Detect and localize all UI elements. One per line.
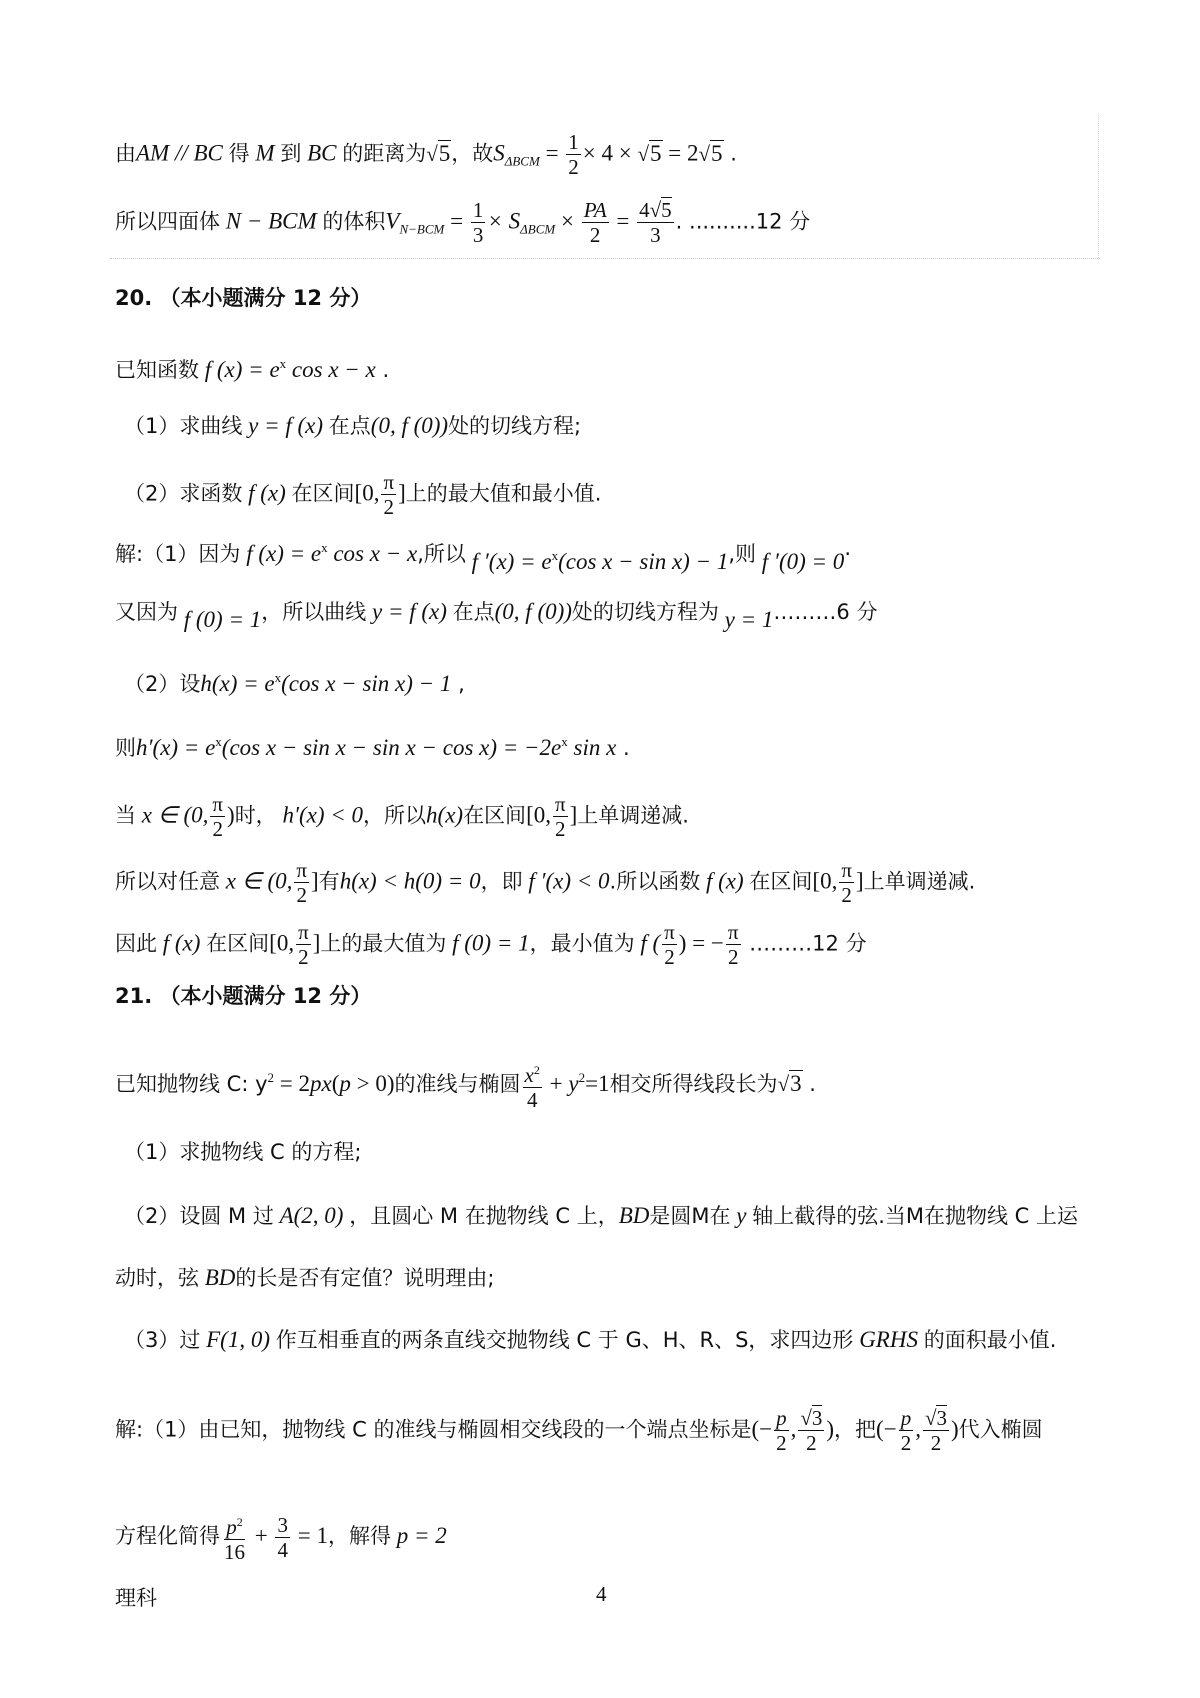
question-20-solution-5: [115, 792, 1110, 841]
text: 上单调递减.: [577, 803, 689, 828]
math: (−: [751, 1416, 773, 1442]
fraction: $\frac{\pi}{2}$: [664, 920, 675, 969]
text: 所以对任意: [115, 869, 220, 894]
math: ×: [555, 208, 580, 234]
question-21-part-2: [124, 1202, 1110, 1230]
question-21-part-3: [124, 1326, 1110, 1354]
sqrt: √3: [777, 1071, 802, 1096]
math: h′(x) < 0: [276, 802, 364, 828]
math: (−: [876, 1416, 897, 1442]
question-20-solution-2: [115, 598, 1110, 632]
sqrt: √5: [637, 140, 662, 166]
text: ，且圆心 M 在抛物线 C 上，: [349, 1204, 619, 1228]
math: BD: [618, 1203, 650, 1228]
text: 动时，弦: [115, 1266, 199, 1290]
solution-line-volume: [115, 198, 1110, 247]
section-divider: [110, 258, 1100, 259]
math: ]: [569, 802, 578, 828]
math: cos x − x: [286, 357, 376, 382]
math: ,: [790, 1416, 797, 1442]
math: ]: [311, 868, 319, 894]
math: ): [227, 802, 235, 828]
question-20-solution-1: [115, 534, 1110, 574]
subscript: ΔBCM: [520, 221, 556, 237]
footer-page-number: 4: [596, 1582, 607, 1606]
math: f (x): [700, 868, 750, 894]
text: ，所以曲线: [261, 600, 367, 624]
text: 解:（1）因为: [115, 542, 241, 566]
fraction: $\frac{1}{3}$: [472, 198, 484, 247]
fraction: $\frac{√3}{2}$: [800, 1406, 823, 1455]
math: f ′(0) = 0: [756, 549, 845, 574]
text: 处的切线方程为: [571, 600, 719, 624]
math: (0, f (0)): [494, 599, 572, 624]
text: 因此: [115, 931, 157, 956]
math: = 2: [274, 1071, 311, 1096]
text: 解:（1）由已知，抛物线 C 的准线与椭圆相交线段的一个端点坐标是: [115, 1417, 752, 1442]
question-20-heading: 20. （本小题满分 12 分）: [115, 286, 372, 310]
math: +: [543, 1071, 569, 1096]
text: （3）过: [124, 1328, 201, 1352]
math: f (0) = 1: [178, 607, 262, 632]
question-21-solution-2: [115, 1510, 1110, 1564]
math: (0, f (0)): [370, 413, 449, 438]
text: ·: [844, 542, 851, 566]
text: 的准线与椭圆: [394, 1072, 521, 1096]
question-21-part-2-cont: [115, 1264, 1110, 1292]
text: ，即: [480, 869, 523, 894]
text: 在区间: [291, 481, 355, 506]
math: =: [610, 208, 636, 234]
text: ，所以: [363, 803, 427, 828]
superscript: x: [551, 548, 559, 563]
text: 相交所得线段长为: [609, 1072, 778, 1096]
math: y: [730, 1203, 753, 1228]
superscript: x: [561, 734, 568, 749]
math: cos x − x: [327, 541, 418, 566]
question-20-part-1: [124, 412, 1110, 440]
math: =: [444, 208, 469, 234]
text: （2）求函数: [124, 481, 243, 506]
sqrt: √5: [698, 140, 723, 166]
text: ………12 分: [742, 931, 867, 956]
math: (cos x − sin x − sin x − cos x) = −2e: [221, 735, 562, 760]
text: ，把: [834, 1417, 877, 1442]
text: 有: [318, 869, 340, 894]
text: .: [802, 1072, 816, 1096]
question-21-stem: [115, 1058, 1110, 1112]
text: 所以四面体: [115, 209, 220, 234]
question-20-solution-6: [115, 858, 1110, 907]
text: 已知函数: [115, 358, 199, 382]
math: A(2, 0): [273, 1203, 350, 1228]
math: p: [339, 1071, 351, 1096]
text: （1）求曲线: [124, 414, 243, 438]
subscript: ΔBCM: [504, 153, 540, 169]
math: S: [493, 140, 505, 166]
fraction: $\frac{\pi}{2}$: [298, 920, 309, 969]
text: . ..........12 分: [675, 209, 811, 234]
math: ]: [312, 930, 321, 956]
text: 的面积最小值.: [923, 1328, 1057, 1352]
superscript: x: [321, 540, 328, 555]
text: 由: [115, 141, 136, 166]
text: 在点: [452, 600, 495, 624]
text: .: [375, 358, 390, 382]
math: h′(x) = e: [136, 735, 216, 760]
math: // BC: [169, 140, 229, 166]
question-21-heading: 21. （本小题满分 12 分）: [115, 984, 372, 1008]
text: 在区间: [749, 869, 813, 894]
math: h(x) < h(0) = 0: [339, 868, 481, 894]
math: px: [310, 1071, 332, 1096]
question-20-stem: [115, 350, 1110, 384]
question-20-solution-4: [115, 728, 1110, 762]
math: +: [249, 1523, 274, 1548]
math: ]: [398, 480, 406, 506]
sqrt: √5: [426, 140, 451, 166]
math: f (x) = e: [240, 541, 322, 566]
math: V: [385, 208, 400, 234]
math: [0,: [812, 868, 838, 894]
text: 的距离为: [342, 141, 427, 166]
math: (cos x − sin x) − 1: [281, 671, 452, 696]
math: f (x) = e: [199, 357, 280, 382]
math: ): [826, 1416, 835, 1442]
text: 代入椭圆: [958, 1417, 1043, 1442]
fraction: $\frac{p}{2}$: [776, 1406, 787, 1455]
question-20-solution-7: [115, 920, 1110, 969]
fraction: $\frac{p}{2}$: [900, 1406, 912, 1455]
superscript: x: [215, 734, 222, 749]
math: ,: [915, 1416, 921, 1442]
fraction: $\frac{\pi}{2}$: [296, 858, 308, 907]
text: 已知抛物线 C: y: [115, 1072, 268, 1096]
math: (cos x − sin x) − 1: [558, 549, 729, 574]
math: ]: [855, 868, 864, 894]
fraction: $\frac{PA}{2}$: [583, 198, 607, 247]
text: ,所以: [417, 542, 466, 566]
math: [0,: [526, 802, 551, 828]
math: × S: [487, 208, 521, 234]
math: f (: [634, 930, 661, 956]
math: p = 2: [390, 1523, 447, 1548]
math: BD: [199, 1265, 236, 1290]
text: 在区间: [463, 803, 527, 828]
math: = 2: [662, 140, 699, 166]
math: f (x): [157, 930, 207, 956]
text: 在区间: [206, 931, 270, 956]
math: (: [331, 1071, 340, 1096]
text: 在点: [328, 414, 371, 438]
text: ,: [451, 672, 465, 696]
math: GRHS: [853, 1327, 924, 1352]
superscript: x: [274, 670, 282, 685]
text: 是圆M在: [649, 1204, 731, 1228]
math: BC: [301, 140, 343, 166]
footer-subject: 理科: [115, 1586, 157, 1610]
text: ………6 分: [773, 600, 878, 624]
math: f (0) = 1: [446, 930, 530, 956]
text: 的长是否有定值？说明理由;: [235, 1266, 495, 1290]
fraction: $\frac{√3}{2}$: [924, 1406, 947, 1455]
fraction: $\frac{\pi}{2}$: [383, 470, 395, 519]
text: 到: [280, 141, 302, 166]
math: ): [950, 1416, 959, 1442]
text: ，最小值为: [529, 931, 635, 956]
superscript: x: [279, 356, 287, 371]
question-20-solution-3: [124, 664, 1110, 698]
text: （2）设圆 M 过: [124, 1204, 274, 1228]
text: .: [723, 141, 737, 166]
text: ,则: [728, 542, 757, 566]
fraction: $\frac{1}{2}$: [568, 130, 579, 179]
math: x ∈ (0,: [220, 868, 293, 894]
fraction: $\frac{p^2}{16}$: [222, 1510, 247, 1564]
question-21-solution-1: [115, 1406, 1110, 1455]
fraction: $\frac{\pi}{2}$: [727, 920, 739, 969]
math: y = f (x): [366, 599, 453, 624]
text: ，故: [451, 141, 494, 166]
math: > 0): [350, 1071, 395, 1096]
math: f ′(x) < 0: [522, 868, 610, 894]
question-21-part-1: （1）求抛物线 C 的方程;: [124, 1140, 362, 1164]
text: 上单调递减.: [863, 869, 976, 894]
math: sin x: [567, 735, 617, 760]
superscript: 2: [578, 1070, 586, 1085]
text: ，解得: [327, 1524, 391, 1548]
solution-line-distance: [115, 130, 1110, 179]
math: y = 1: [718, 607, 774, 632]
math: =: [539, 140, 565, 166]
fraction: $\frac{3}{4}$: [277, 1512, 288, 1562]
text: 方程化简得: [115, 1524, 220, 1548]
text: 上的最大值为: [320, 931, 447, 956]
math: F(1, 0): [200, 1327, 276, 1352]
text: 的体积: [322, 209, 386, 234]
math: ) = −: [678, 930, 724, 956]
fraction: $\frac{\pi}{2}$: [841, 858, 852, 907]
math: [0,: [269, 930, 295, 956]
text: 作互相垂直的两条直线交抛物线 C 于 G、H、R、S，求四边形: [275, 1328, 854, 1352]
text: 时，: [234, 803, 277, 828]
fraction: $\frac{\pi}{2}$: [554, 792, 566, 841]
math: y: [568, 1071, 579, 1096]
math: f (x): [242, 480, 292, 506]
subscript: N−BCM: [399, 221, 445, 237]
math: [0,: [354, 480, 380, 506]
text: 得: [228, 141, 250, 166]
math: = 1: [291, 1523, 328, 1548]
math: y = f (x): [242, 413, 329, 438]
text: .: [616, 736, 630, 760]
math: x ∈ (0,: [136, 802, 209, 828]
superscript: 2: [267, 1070, 275, 1085]
math: f ′(x) = e: [465, 549, 552, 574]
fraction: $\frac{x^2}{4}$: [523, 1058, 542, 1112]
text: （2）设: [124, 672, 201, 696]
text: 当: [115, 803, 136, 828]
text: 又因为: [115, 600, 178, 624]
text: 处的切线方程;: [448, 414, 582, 438]
math: × 4 ×: [582, 140, 638, 166]
math: N − BCM: [220, 208, 323, 234]
math: h(x): [426, 802, 464, 828]
text: 轴上截得的弦.当M在抛物线 C 上运: [752, 1204, 1079, 1228]
math: M: [249, 140, 281, 166]
math: AM: [136, 140, 170, 166]
text: 则: [115, 736, 136, 760]
text: .所以函数: [609, 869, 701, 894]
question-20-part-2: [124, 470, 1110, 519]
fraction: $\frac{\pi}{2}$: [212, 792, 224, 841]
math: =1: [585, 1071, 610, 1096]
fraction: $\frac{4√5}{3}$: [639, 198, 672, 247]
math: h(x) = e: [200, 671, 275, 696]
text: 上的最大值和最小值.: [405, 481, 602, 506]
